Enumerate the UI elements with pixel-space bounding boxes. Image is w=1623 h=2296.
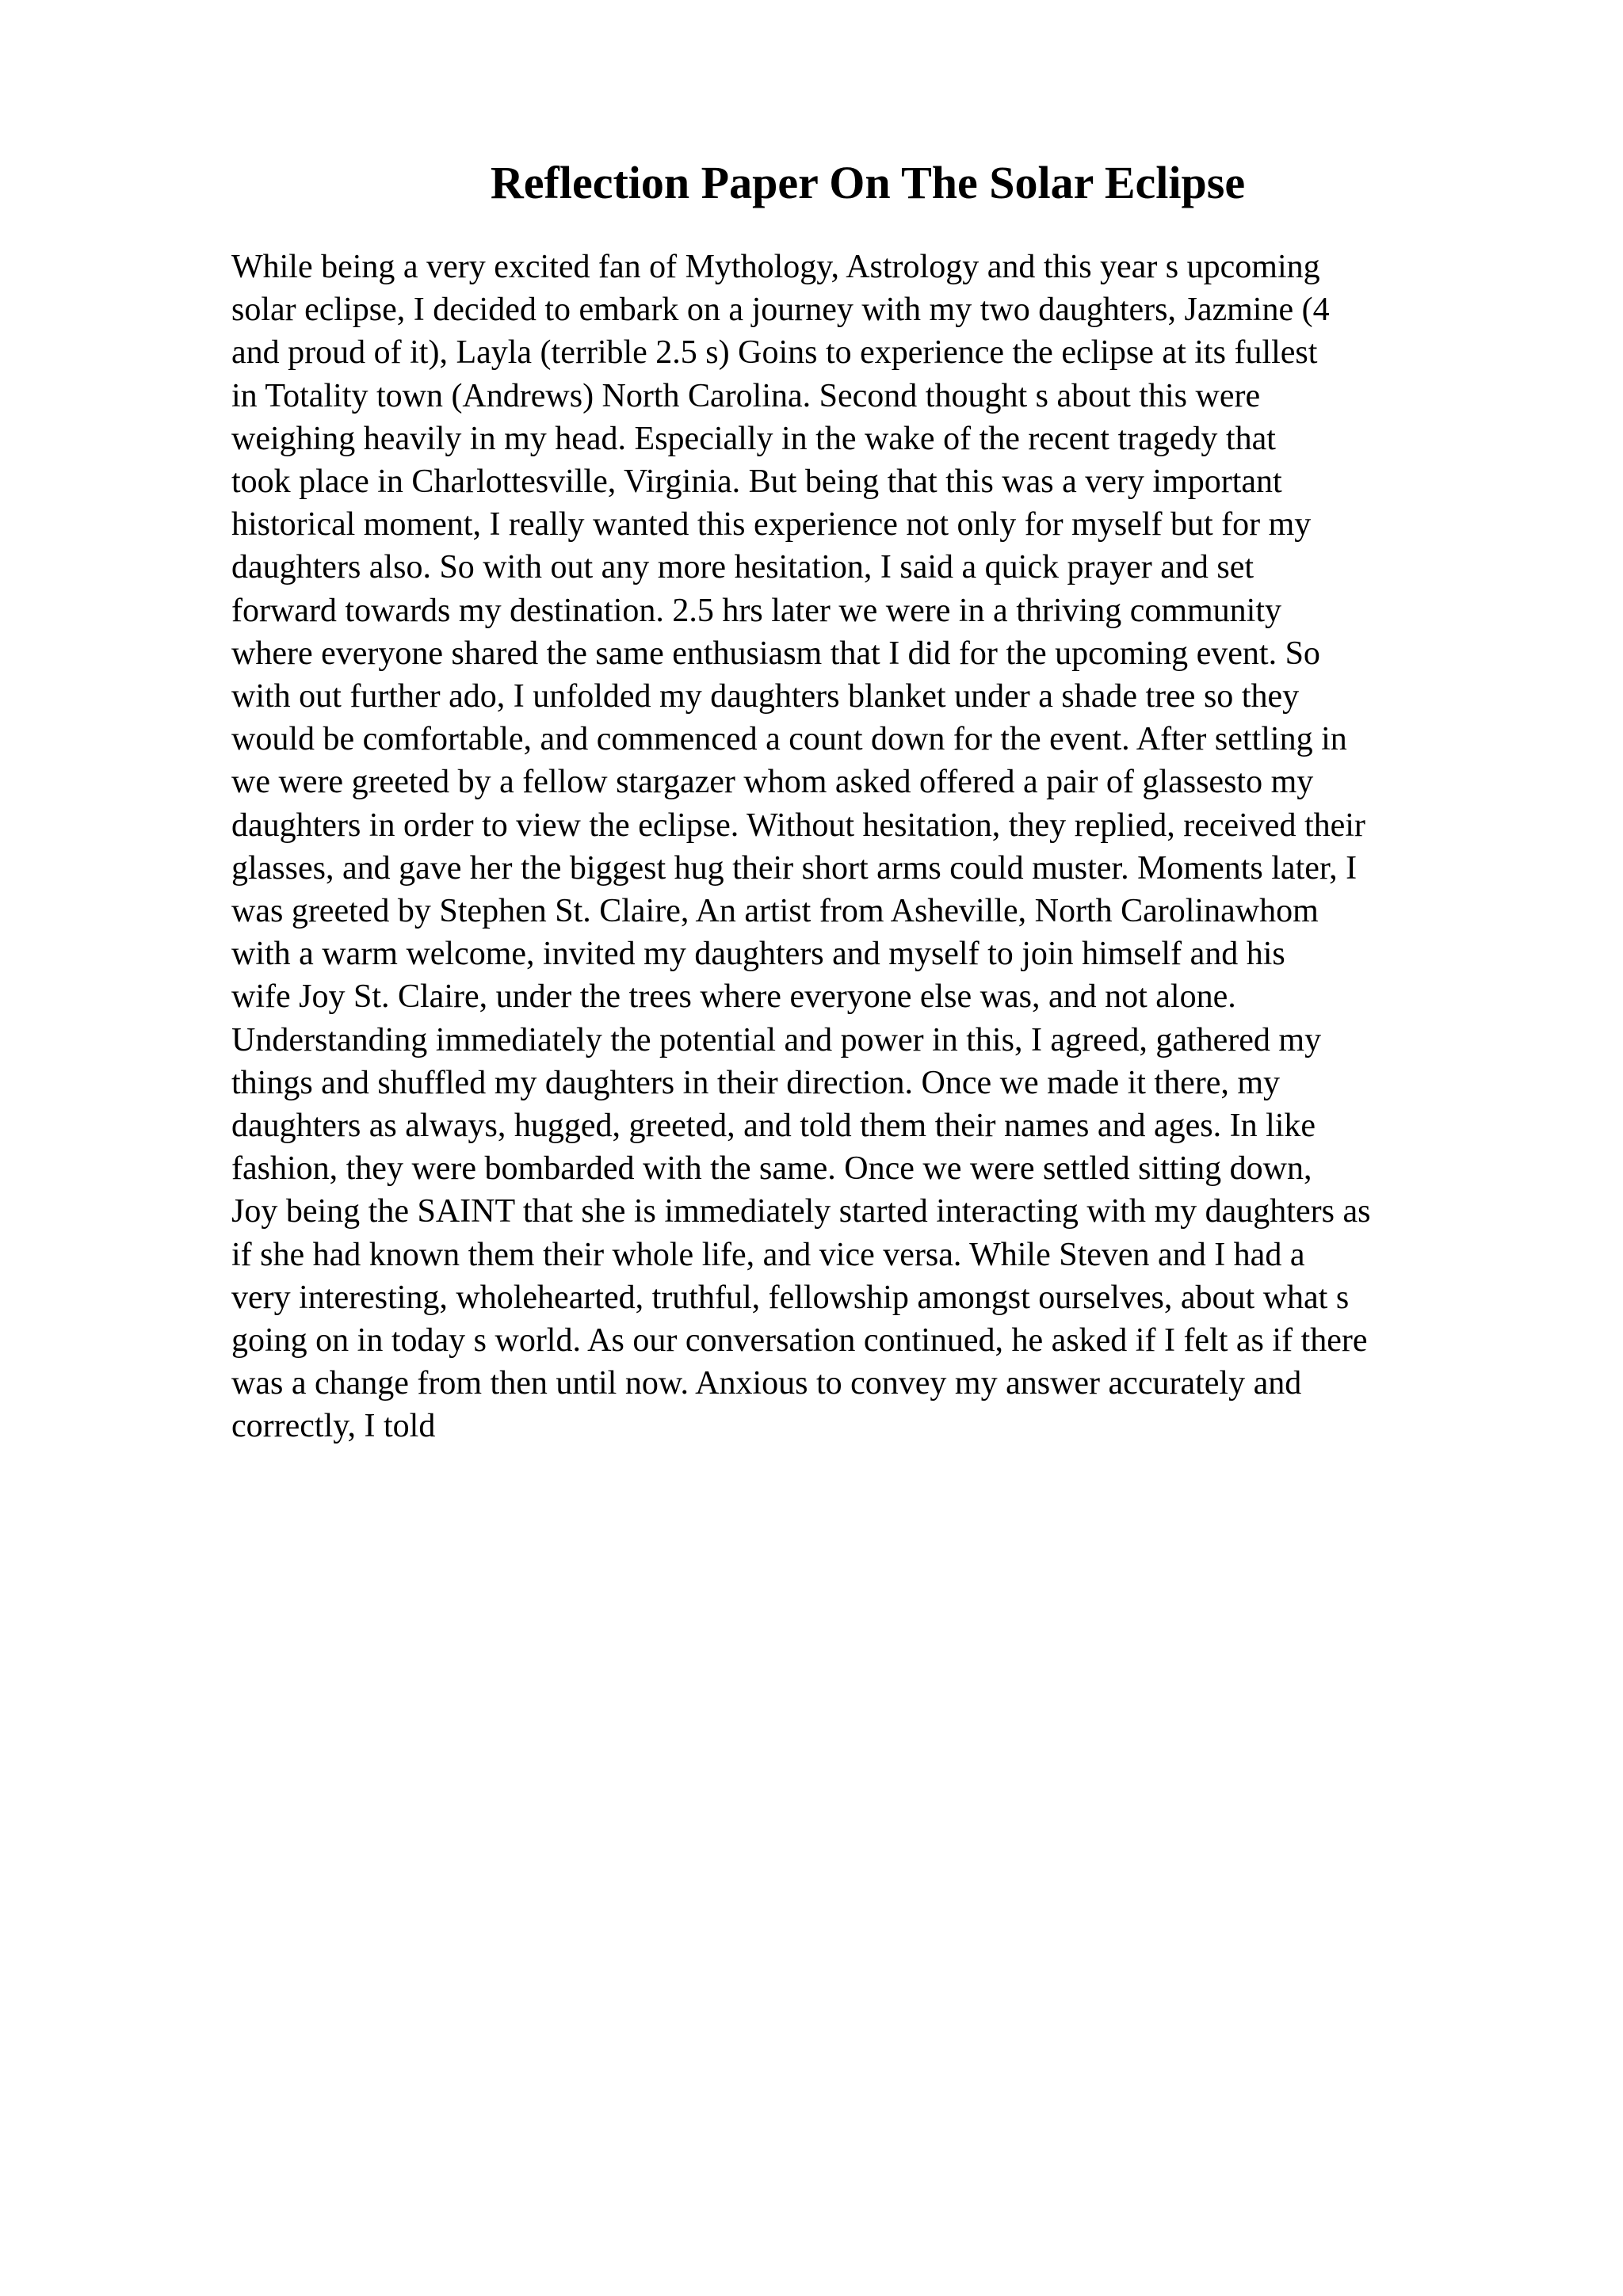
- body-line: going on in today s world. As our conversation continued, he asked if I felt as if there: [231, 1322, 1368, 1360]
- body-line: if she had known them their whole life, and vice versa. While Steven and I had a: [231, 1236, 1305, 1273]
- body-line: things and shuffled my daughters in their direction. Once we made it there, my: [231, 1064, 1281, 1101]
- body-line: solar eclipse, I decided to embark on a journey with my two daughters, Jazmine (4: [231, 292, 1330, 329]
- document-body: [231, 246, 1594, 1448]
- body-line: took place in Charlottesville, Virginia. But being that this was a very important: [231, 463, 1282, 501]
- body-line: where everyone shared the same enthusiasm that I did for the upcoming event. So: [231, 635, 1320, 672]
- body-line: would be comfortable, and commenced a count down for the event. After settling in: [231, 721, 1347, 758]
- body-line: wife Joy St. Claire, under the trees where everyone else was, and not alone.: [231, 978, 1236, 1016]
- body-line: daughters also. So with out any more hesitation, I said a quick prayer and set: [231, 549, 1254, 586]
- body-line: with out further ado, I unfolded my daughters blanket under a shade tree so they: [231, 678, 1300, 715]
- body-line: daughters in order to view the eclipse. Without hesitation, they replied, received their: [231, 807, 1365, 844]
- body-line: daughters as always, hugged, greeted, and told them their names and ages. In like: [231, 1108, 1316, 1145]
- body-line: with a warm welcome, invited my daughters and myself to join himself and his: [231, 936, 1285, 973]
- body-line: forward towards my destination. 2.5 hrs later we were in a thriving community: [231, 592, 1282, 629]
- body-line: historical moment, I really wanted this experience not only for myself but for my: [231, 506, 1312, 543]
- body-line: correctly, I told: [231, 1408, 436, 1445]
- body-line: While being a very excited fan of Mythology, Astrology and this year s upcoming: [231, 249, 1320, 285]
- body-line: glasses, and gave her the biggest hug their short arms could muster. Moments later, I: [231, 849, 1358, 887]
- body-line: and proud of it), Layla (terrible 2.5 s) Goins to experience the eclipse at its fullest: [231, 334, 1318, 372]
- body-line: in Totality town (Andrews) North Carolina. Second thought s about this were: [231, 377, 1261, 414]
- body-line: very interesting, wholehearted, truthful, fellowship amongst ourselves, about what s: [231, 1279, 1350, 1316]
- body-line: Understanding immediately the potential and power in this, I agreed, gathered my: [231, 1021, 1322, 1058]
- body-line: weighing heavily in my head. Especially in the wake of the recent tragedy that: [231, 420, 1276, 457]
- document-title: Reflection Paper On The Solar Eclipse: [490, 157, 1246, 208]
- body-line: fashion, they were bombarded with the same. Once we were settled sitting down,: [231, 1150, 1312, 1188]
- body-line: was a change from then until now. Anxious to convey my answer accurately and: [231, 1365, 1302, 1402]
- body-line: was greeted by Stephen St. Claire, An artist from Asheville, North Carolinawhom: [231, 893, 1319, 930]
- body-line: Joy being the SAINT that she is immediately started interacting with my daughters as: [231, 1193, 1371, 1230]
- body-line: we were greeted by a fellow stargazer whom asked offered a pair of glassesto my: [231, 764, 1314, 801]
